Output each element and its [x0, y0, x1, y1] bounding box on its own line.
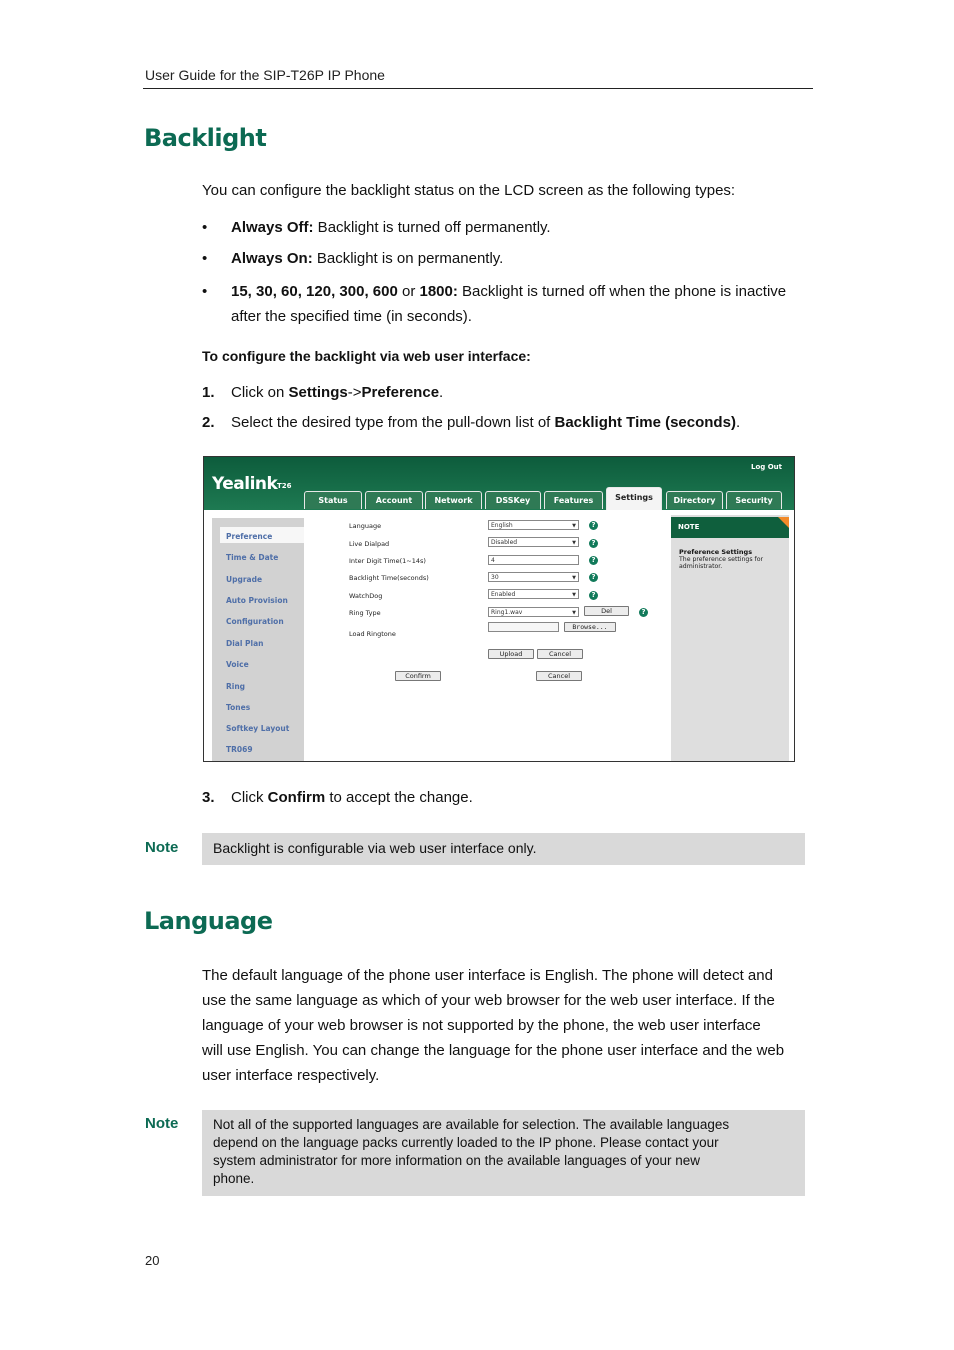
- tab-security[interactable]: Security: [726, 491, 782, 509]
- field-label-watchdog: WatchDog: [349, 592, 383, 600]
- step-text: Select the desired type from the pull-down list of: [231, 414, 555, 431]
- note-label: Note: [145, 1115, 179, 1132]
- help-icon[interactable]: ?: [589, 556, 598, 565]
- step-text: Click: [231, 789, 268, 806]
- sidebar-item-tones[interactable]: Tones: [226, 703, 251, 712]
- sidebar-item-configuration[interactable]: Configuration: [226, 617, 284, 626]
- step-bold: Backlight Time (seconds): [554, 414, 736, 431]
- live-dialpad-select[interactable]: [488, 537, 579, 547]
- confirm-button[interactable]: Confirm: [395, 671, 441, 681]
- step-text: .: [439, 384, 444, 401]
- step-number: 3.: [202, 789, 215, 806]
- step-number: 1.: [202, 384, 215, 401]
- tab-network[interactable]: Network: [425, 491, 482, 509]
- page-number: 20: [145, 1253, 160, 1268]
- cancel-upload-button[interactable]: Cancel: [537, 649, 583, 659]
- field-label-language: Language: [349, 522, 382, 530]
- note-panel-title: Preference Settings: [679, 548, 753, 556]
- bullet-term: Always Off:: [231, 219, 314, 236]
- section-heading-backlight: Backlight: [144, 124, 267, 152]
- dropdown-arrow-icon: ▼: [572, 575, 576, 581]
- running-header: User Guide for the SIP-T26P IP Phone: [145, 67, 385, 83]
- paragraph-line: will use English. You can change the language for the phone user interface and the web: [202, 1042, 785, 1059]
- model-label: T26: [277, 482, 292, 490]
- dropdown-arrow-icon: ▼: [572, 523, 576, 529]
- tab-settings[interactable]: Settings: [606, 487, 662, 510]
- browse-button[interactable]: Browse...: [564, 622, 616, 632]
- sidebar-item-time-date[interactable]: Time & Date: [226, 553, 279, 562]
- note-line: phone.: [213, 1171, 255, 1186]
- sidebar-item-tr069[interactable]: TR069: [226, 745, 253, 754]
- bullet-term: Always On:: [231, 250, 313, 267]
- note-text: Backlight is configurable via web user interface only.: [213, 840, 537, 856]
- field-label-backlight-time: Backlight Time(seconds): [349, 574, 429, 582]
- help-icon[interactable]: ?: [589, 591, 598, 600]
- help-icon[interactable]: ?: [589, 521, 598, 530]
- note-panel-header: NOTE: [671, 517, 789, 538]
- field-label-load-ringtone: Load Ringtone: [349, 630, 396, 638]
- step-text: to accept the change.: [325, 789, 473, 806]
- bullet-text: Backlight is turned off permanently.: [313, 219, 551, 236]
- select-value: 30: [491, 574, 499, 581]
- note-line: Not all of the supported languages are available for selection. The available languages: [213, 1117, 730, 1132]
- bullet-dot-icon: •: [202, 250, 208, 267]
- bullet-text-cont: after the specified time (in seconds).: [231, 308, 472, 325]
- note-panel-text: The preference settings for administrator.: [679, 556, 764, 570]
- tab-directory[interactable]: Directory: [666, 491, 723, 509]
- language-paragraph: [202, 963, 817, 1088]
- inter-digit-time-input[interactable]: [488, 555, 579, 565]
- bullet-text: Backlight is turned off when the phone is inactive: [457, 283, 787, 300]
- tab-account[interactable]: Account: [365, 491, 423, 509]
- dropdown-arrow-icon: ▼: [572, 592, 576, 598]
- sidebar-item-dial-plan[interactable]: Dial Plan: [226, 639, 264, 648]
- bullet-term2: 1800:: [419, 283, 458, 300]
- step-bold: Preference: [361, 384, 440, 401]
- bullet-dot-icon: •: [202, 219, 208, 236]
- header-rule: [143, 88, 813, 89]
- sidebar-item-upgrade[interactable]: Upgrade: [226, 575, 263, 584]
- select-value: Disabled: [491, 539, 518, 546]
- field-label-inter-digit-time: Inter Digit Time(1~14s): [349, 557, 426, 565]
- yealink-logo: Yealink: [212, 474, 278, 494]
- step-bold: Settings: [288, 384, 348, 401]
- preference-form: [311, 514, 663, 762]
- note-box-language: [202, 1110, 805, 1196]
- help-icon[interactable]: ?: [589, 573, 598, 582]
- step-text: .: [735, 414, 741, 431]
- cancel-button[interactable]: Cancel: [536, 671, 582, 681]
- dropdown-arrow-icon: ▼: [572, 610, 576, 616]
- note-label: Note: [145, 839, 179, 856]
- step-arrow: ->: [347, 384, 362, 401]
- logout-link[interactable]: Log Out: [751, 463, 782, 471]
- step-1: [202, 383, 444, 403]
- dropdown-arrow-icon: ▼: [572, 540, 576, 546]
- procedure-title: To configure the backlight via web user interface:: [202, 348, 531, 364]
- note-line: depend on the language packs currently loaded to the IP phone. Please contact your: [213, 1135, 719, 1150]
- bullet-dot-icon: •: [202, 283, 208, 300]
- paragraph-line: The default language of the phone user interface is English. The phone will detect and: [202, 967, 773, 984]
- web-ui-screenshot: [203, 456, 795, 762]
- backlight-time-select[interactable]: [488, 572, 579, 582]
- step-text: Click on: [231, 384, 289, 401]
- section-heading-language: Language: [144, 907, 273, 935]
- sidebar-item-auto-provision[interactable]: Auto Provision: [226, 596, 288, 605]
- sidebar-item-ring[interactable]: Ring: [226, 682, 246, 691]
- bullet-mid: or: [397, 283, 420, 300]
- sidebar-item-preference[interactable]: Preference: [226, 532, 273, 541]
- select-value: English: [491, 522, 513, 529]
- help-icon[interactable]: ?: [589, 539, 598, 548]
- help-icon[interactable]: ?: [639, 608, 648, 617]
- paragraph-line: user interface respectively.: [202, 1067, 380, 1084]
- watchdog-select[interactable]: [488, 589, 579, 599]
- input-value: 4: [491, 557, 495, 564]
- field-label-live-dialpad: Live Dialpad: [349, 540, 390, 548]
- note-corner-icon: [778, 517, 789, 528]
- ringtone-file-input[interactable]: [488, 622, 559, 632]
- sidebar-item-voice[interactable]: Voice: [226, 660, 249, 669]
- tab-features[interactable]: Features: [544, 491, 603, 509]
- select-value: Ring1.wav: [491, 609, 523, 616]
- tab-status[interactable]: Status: [304, 491, 362, 509]
- tab-dsskey[interactable]: DSSKey: [485, 491, 541, 509]
- backlight-intro: You can configure the backlight status on the LCD screen as the following types:: [202, 182, 736, 199]
- step-2: [202, 413, 741, 433]
- language-select[interactable]: [488, 520, 579, 530]
- paragraph-line: language of your web browser is not supported by the phone, the web user interface: [202, 1017, 761, 1034]
- field-label-ring-type: Ring Type: [349, 609, 381, 617]
- step-number: 2.: [202, 414, 215, 431]
- select-value: Enabled: [491, 591, 516, 598]
- step-3: [202, 788, 473, 808]
- upload-button[interactable]: Upload: [488, 649, 534, 659]
- step-bold: Confirm: [267, 789, 326, 806]
- bullet-text: Backlight is on permanently.: [312, 250, 504, 267]
- sidebar-item-softkey-layout[interactable]: Softkey Layout: [226, 724, 290, 733]
- note-line: system administrator for more information on the available languages of your new: [213, 1153, 700, 1168]
- note-box-backlight: [202, 833, 805, 865]
- ring-type-select[interactable]: [488, 607, 579, 617]
- del-button[interactable]: Del: [584, 606, 629, 616]
- bullet-term: 15, 30, 60, 120, 300, 600: [231, 283, 398, 300]
- paragraph-line: use the same language as which of your web browser for the web user interface. If the: [202, 992, 775, 1009]
